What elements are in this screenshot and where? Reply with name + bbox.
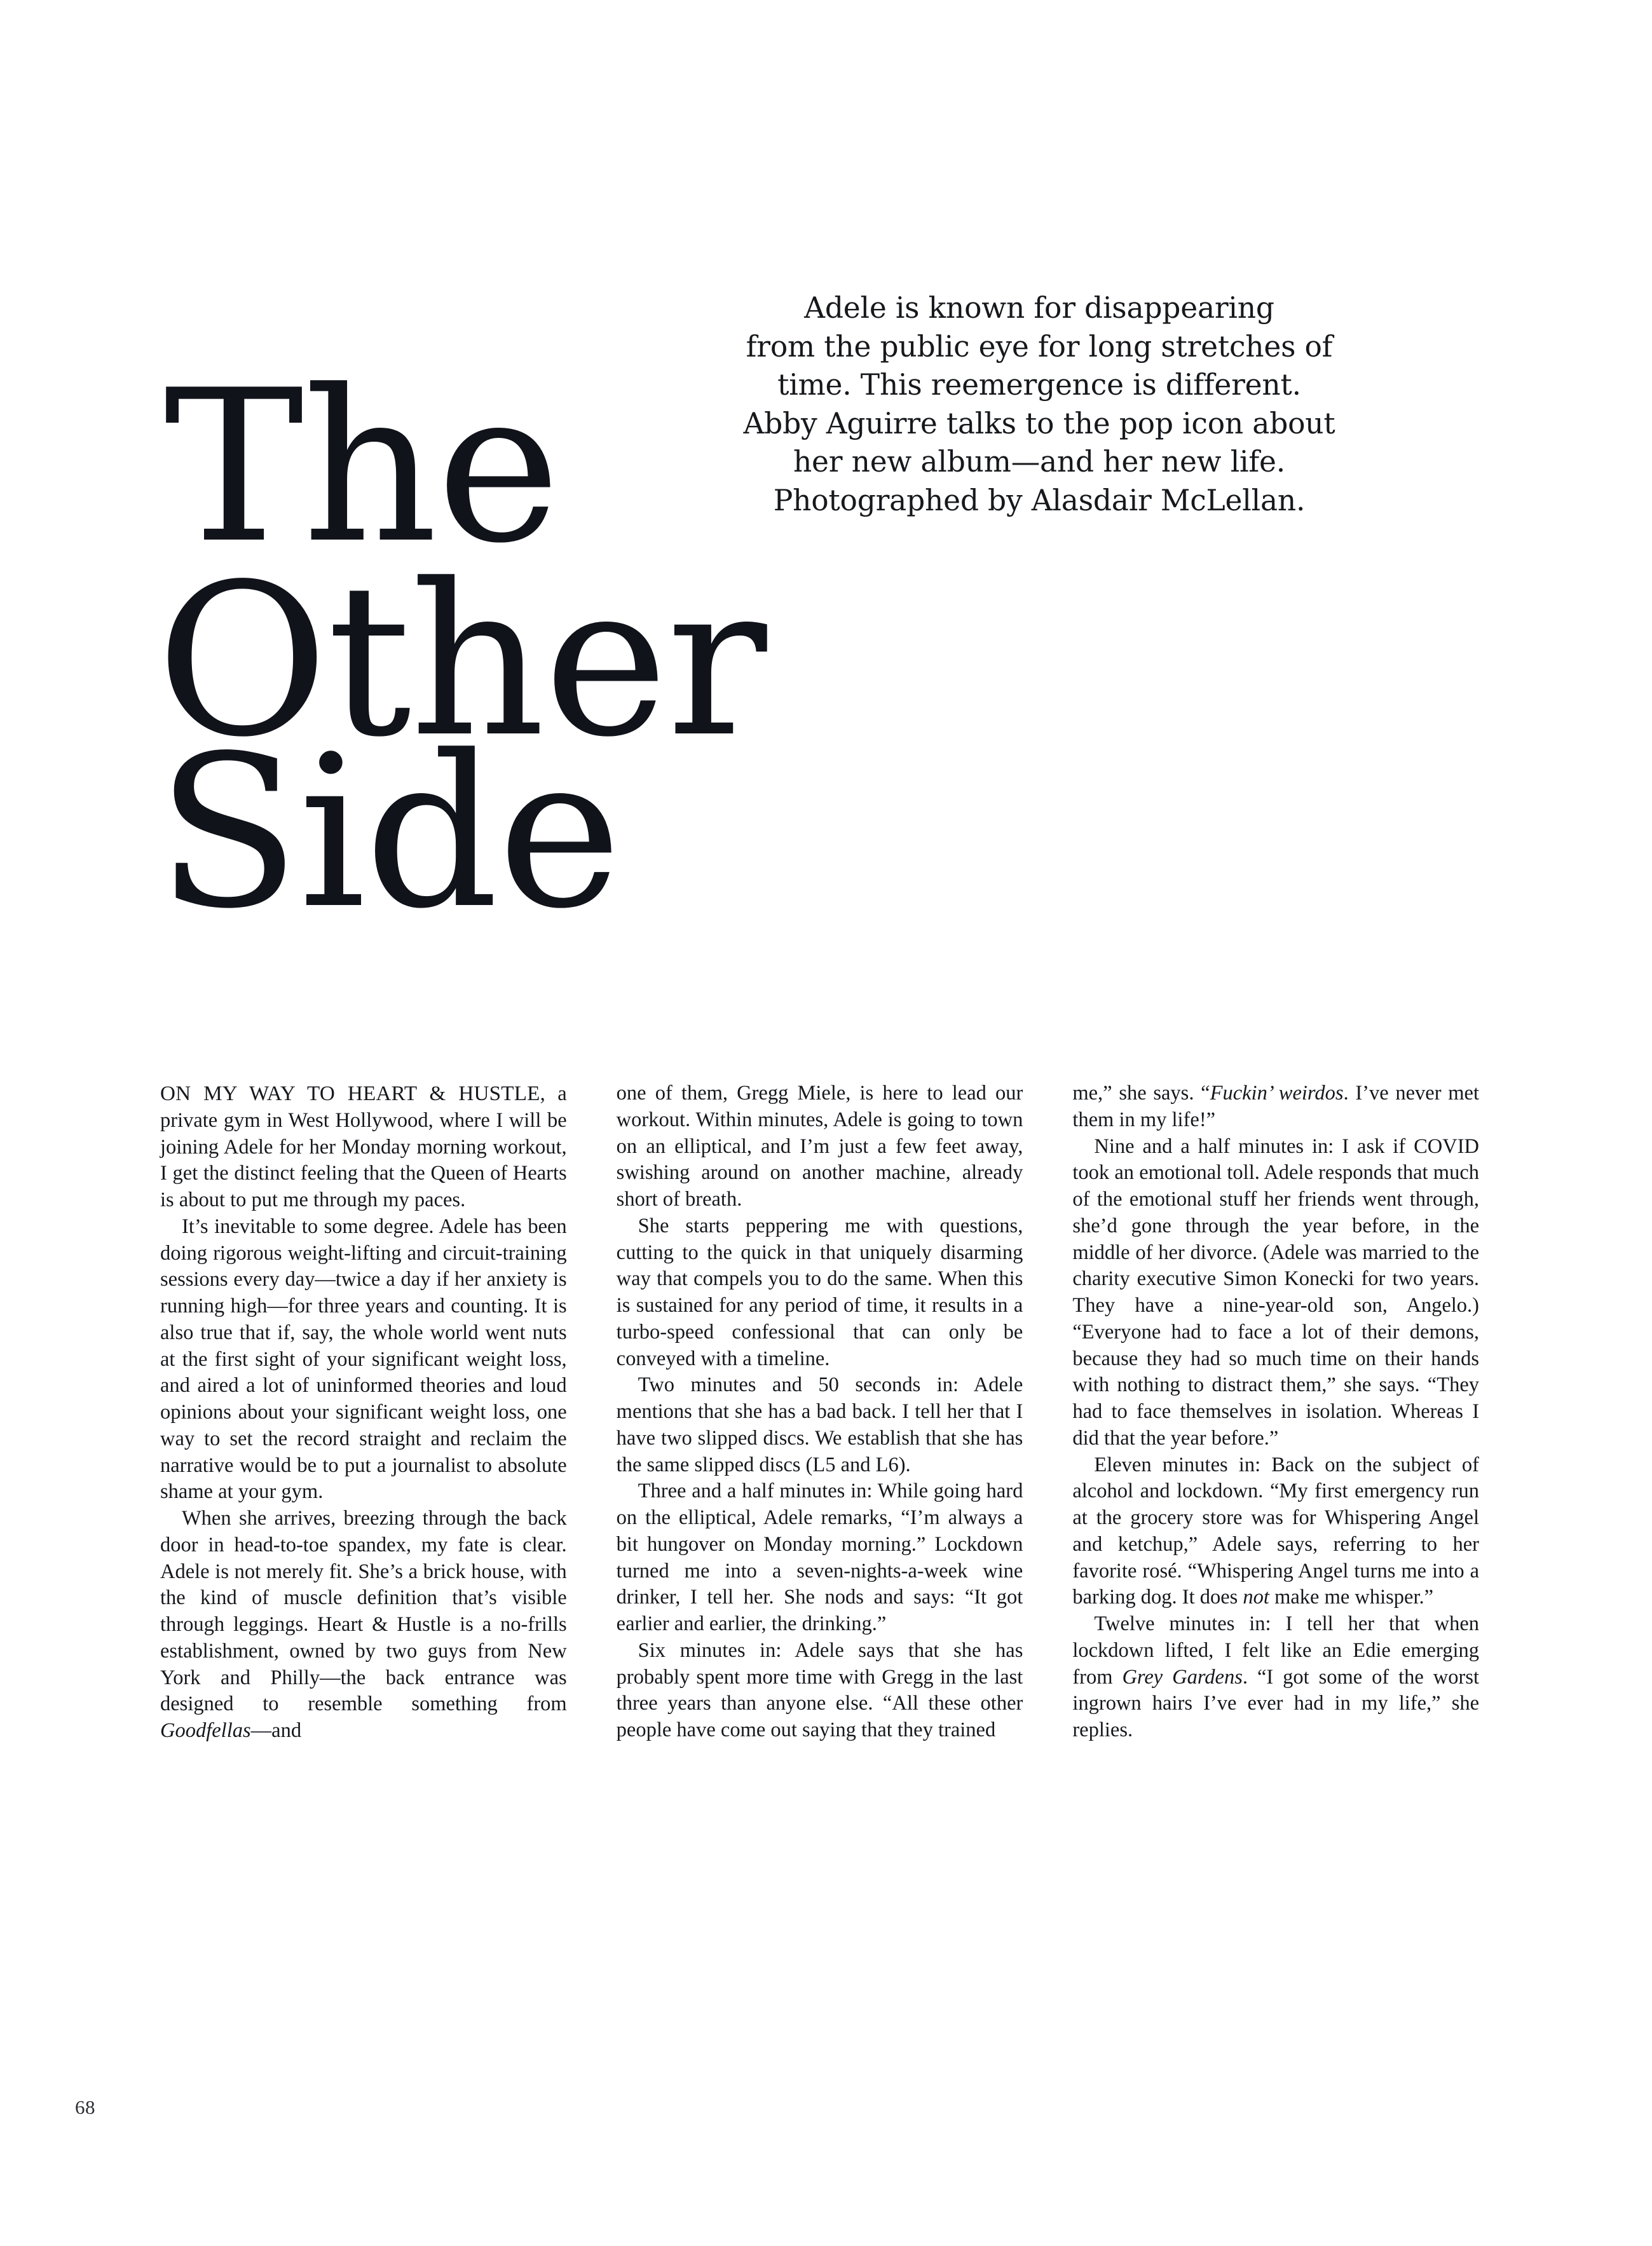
body-paragraph: Two minutes and 50 seconds in: Adele mentions that she has a bad back. I tell her that I have two slipped discs. We establish that she has the same slipped discs (L5 and L6).: [616, 1373, 1023, 1476]
italic-word: not: [1243, 1586, 1269, 1609]
body-paragraph: Nine and a half minutes in: I ask if COVID took an emotional toll. Adele responds that much of the emotional stuff her friends went through, she’d gone through the year before, in the middle of her divorce. (Adele was married to the charity executive Simon Konecki for two years. They have a nine-year-old son, Angelo.) “Everyone had to face a lot of their demons, because they had so much time on their hands with nothing to distract them,” she says. “They had to face themselves in isolation. Whereas I did that the year before.”: [1072, 1134, 1480, 1450]
body-paragraph: one of them, Gregg Miele, is here to lead our workout. Within minutes, Adele is going to town on an elliptical, and I’m just a few feet away, swishing around on another machine, already short of breath.: [616, 1082, 1023, 1211]
body-column-3: [1072, 1080, 1479, 1745]
paragraph-text: me,” she says. “: [1072, 1082, 1210, 1105]
italic-phrase: Fuckin’ weirdos: [1210, 1082, 1344, 1105]
body-paragraph: [160, 1506, 567, 1745]
italic-title: Grey Gardens: [1122, 1665, 1243, 1689]
paragraph-tail: make me whisper.”: [1269, 1586, 1434, 1609]
deck-line: Photographed by Alasdair McLellan.: [773, 483, 1306, 517]
body-paragraph: Six minutes in: Adele says that she has probably spent more time with Gregg in the last three years than anyone else. “All these other people have come out saying that they trained: [616, 1638, 1023, 1741]
paragraph-tail: . I’ve never met them in my life!”: [1072, 1082, 1479, 1131]
body-paragraph: [1072, 1452, 1479, 1612]
paragraph-text: When she arrives, breezing through the back door in head-to-toe spandex, my fate is clear. Adele is not merely fit. She’s a brick house, with the kind of muscle definition that’s visible through leggings. Heart & Hustle is a no-frills establishment, owned by two guys from New York and Philly—the back entrance was designed to resemble something from: [160, 1507, 567, 1716]
italic-title: Goodfellas: [160, 1719, 251, 1742]
body-paragraph: She starts peppering me with questions, cutting to the quick in that uniquely disarming way that compels you to do the same. When this is sustained for any period of time, it results in a turbo-speed confessional that can only be conveyed with a timeline.: [616, 1214, 1023, 1370]
headline-line-1: The: [164, 345, 559, 589]
body-column-2: [617, 1080, 1023, 1745]
lead-in-smallcaps: ON MY WAY TO HEART & HUSTLE: [160, 1082, 540, 1105]
deck-line: Abby Aguirre talks to the pop icon about: [743, 406, 1335, 440]
deck-line: from the public eye for long stretches of: [746, 329, 1333, 364]
body-paragraph: [1072, 1080, 1479, 1134]
paragraph-text: , a private gym in West Hollywood, where I will be joining Adele for her Monday morning workout, I get the distinct feeling that the Queen of Hearts is about to put me through my paces.: [160, 1082, 567, 1211]
paragraph-text: Eleven minutes in: Back on the subject of alcohol and lockdown. “My first emergency run at the grocery store was for Whispering Angel and ketchup,” Adele says, referring to her favorite rosé. “Whispering Angel turns me into a barking dog. It does: [1072, 1453, 1480, 1609]
paragraph-tail: . “I got some of the worst ingrown hairs I’ve ever had in my life,” she replies.: [1072, 1665, 1480, 1741]
body-paragraph: It’s inevitable to some degree. Adele has been doing rigorous weight-lifting and circuit-training sessions every day—twice a day if her anxiety is running high—for three years and counting. It is also true that if, say, the whole world went nuts at the first sight of your significant weight loss, and aired a lot of uninformed theories and loud opinions about your significant weight loss, one way to set the record straight and reclaim the narrative would be to put a journalist to absolute shame at your gym.: [160, 1215, 567, 1504]
body-paragraph: [160, 1080, 567, 1214]
deck-line: time. This reemergence is different.: [777, 368, 1301, 402]
article-body: [160, 1080, 1479, 1745]
body-column-1: [160, 1080, 567, 1745]
page-number: 68: [75, 2096, 95, 2118]
deck-line: Adele is known for disappearing: [804, 291, 1274, 325]
paragraph-text: Twelve minutes in: I tell her that when lockdown lifted, I felt like an Edie emerging from: [1072, 1612, 1480, 1689]
paragraph-tail: —and: [250, 1719, 302, 1742]
article-deck: [686, 289, 1392, 520]
body-paragraph: [1072, 1611, 1479, 1744]
headline-line-2: Other Side: [156, 538, 766, 955]
body-paragraph: Three and a half minutes in: While going hard on the elliptical, Adele remarks, “I’m always a bit hungover on Monday morning.” Lockdown turned me into a seven-nights-a-week wine drinker, I tell her. She nods and says: “It got earlier and earlier, the drinking.”: [616, 1480, 1023, 1635]
deck-line: her new album—and her new life.: [793, 445, 1286, 479]
